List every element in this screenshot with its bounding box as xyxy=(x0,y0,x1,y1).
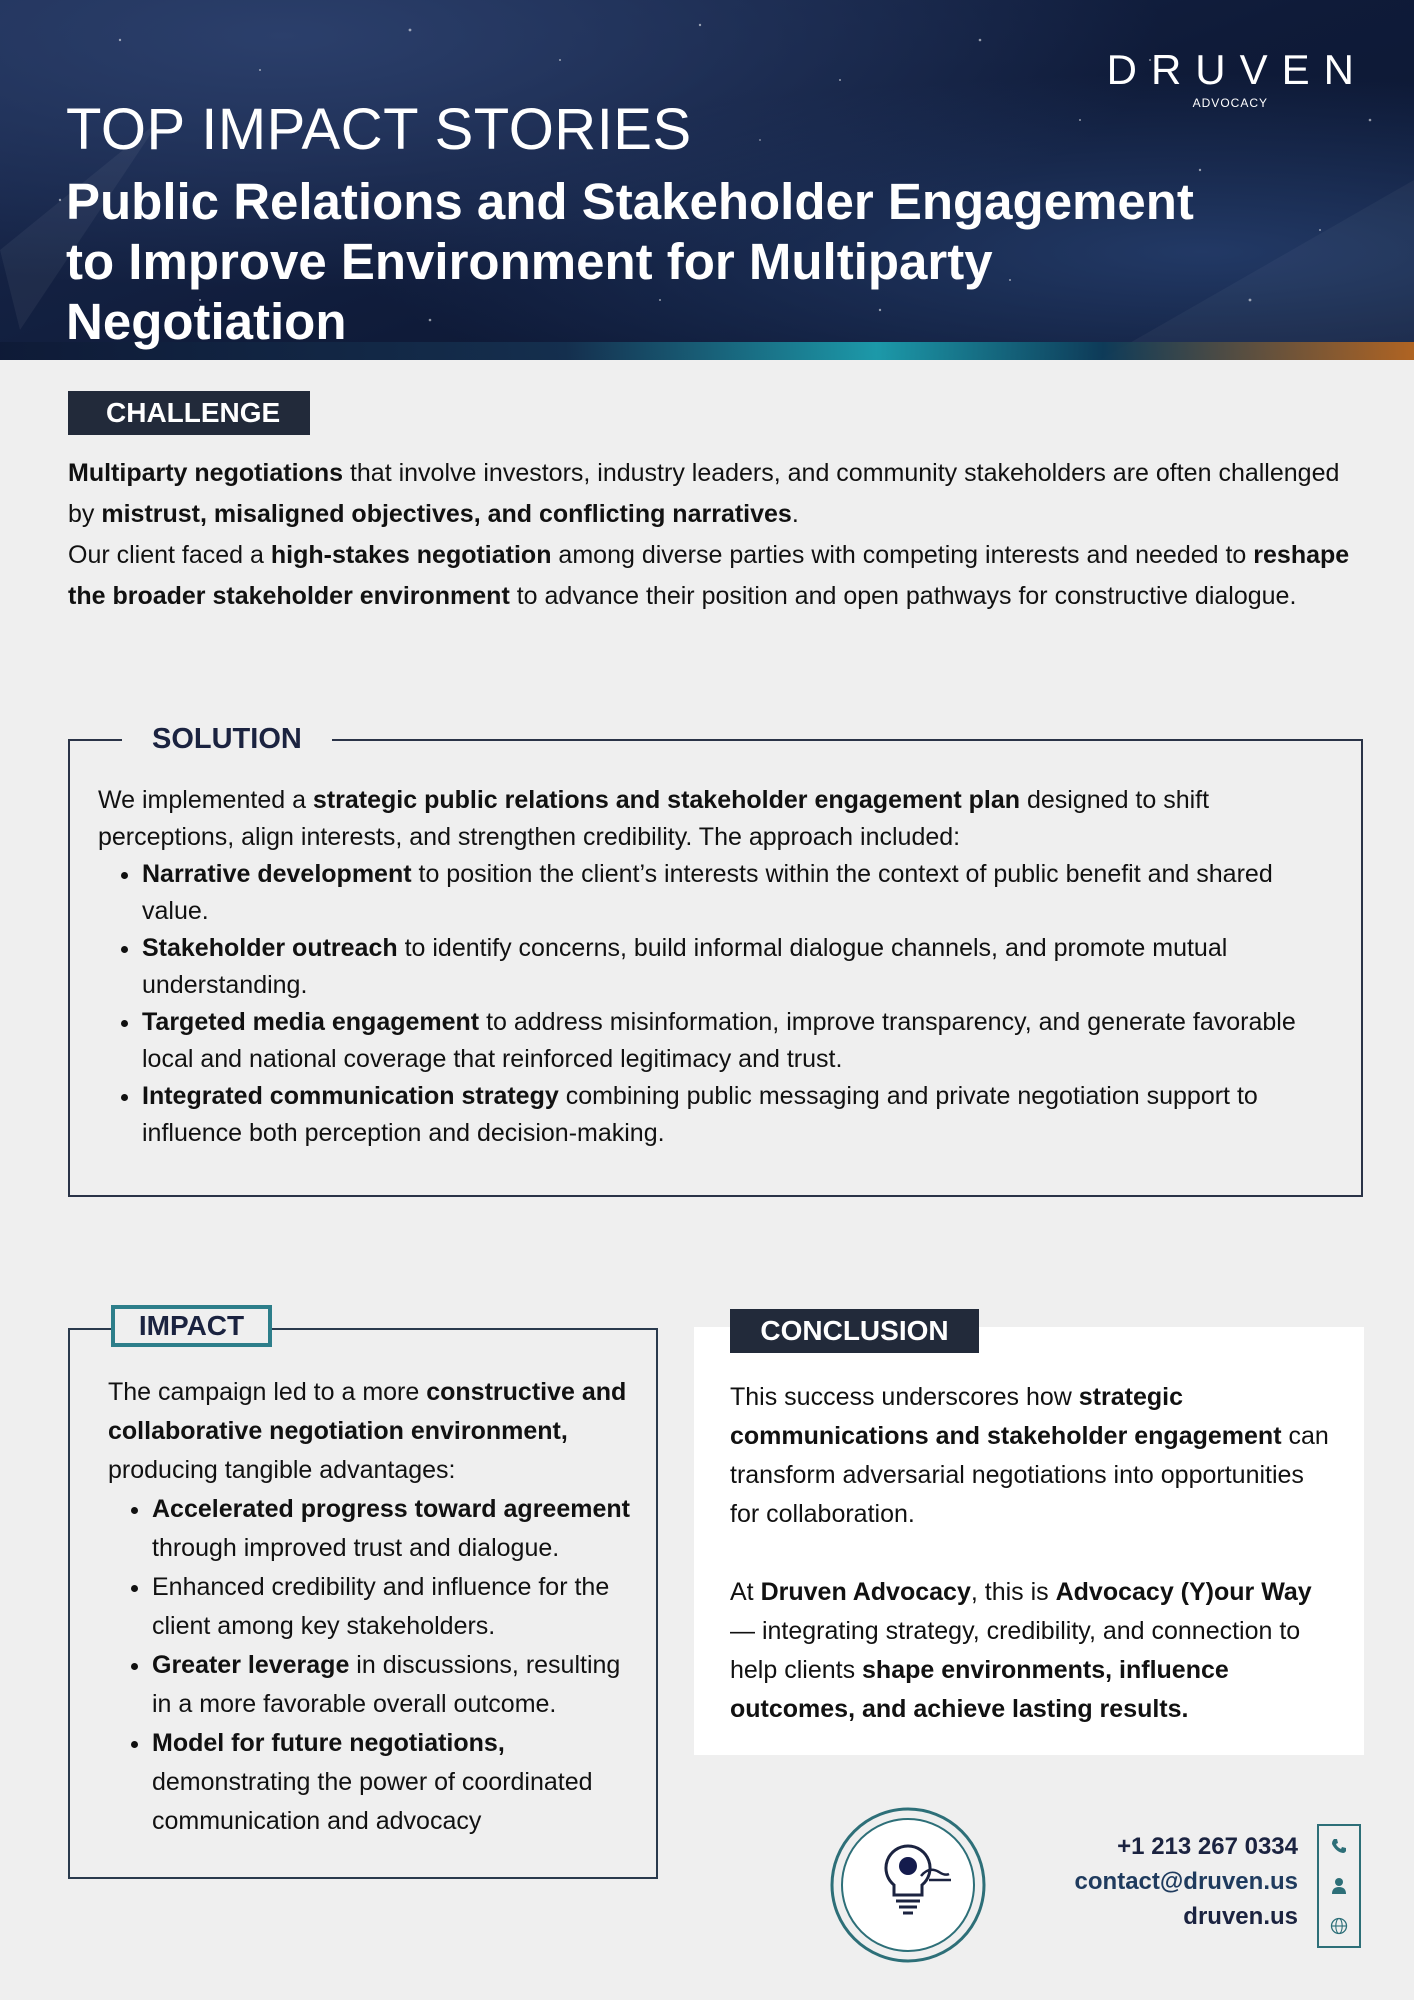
lightbulb-emblem-icon xyxy=(829,1806,987,1964)
list-item: • Targeted media engagement to address misinformation, improve transparency, and generate favorable local and national coverage that reinforced legitimacy and trust. xyxy=(142,1004,1338,1078)
brand-name: DRUVEN xyxy=(1106,46,1368,93)
solution-text xyxy=(98,782,1338,1152)
phone-icon xyxy=(1330,1837,1348,1855)
list-item: • Greater leverage in discussions, resulting in a more favorable overall outcome. xyxy=(152,1646,638,1724)
list-item: • Model for future negotiations, demonstrating the power of coordinated communication and advocacy xyxy=(152,1724,638,1841)
person-icon xyxy=(1330,1877,1348,1895)
solution-list xyxy=(98,856,1338,1152)
impact-text xyxy=(108,1373,638,1841)
solution-heading: SOLUTION xyxy=(122,718,332,760)
hero-banner xyxy=(0,0,1414,360)
list-item: • Accelerated progress toward agreement through improved trust and dialogue. xyxy=(152,1490,638,1568)
page-title: Public Relations and Stakeholder Engagement to Improve Environment for Multiparty Negotiation xyxy=(66,173,1194,350)
contact-email[interactable]: contact@druven.us xyxy=(1074,1868,1298,1895)
brand-subtitle: ADVOCACY xyxy=(1192,96,1268,110)
list-item: • Stakeholder outreach to identify concerns, build informal dialogue channels, and promote mutual understanding. xyxy=(142,930,1338,1004)
impact-intro: The campaign led to a more constructive and collaborative negotiation environment, producing tangible advantages: xyxy=(108,1378,627,1484)
contact-icons xyxy=(1317,1824,1361,1948)
conclusion-heading: CONCLUSION xyxy=(730,1309,979,1353)
impact-heading: IMPACT xyxy=(111,1305,272,1347)
conclusion-paragraph-2: At Druven Advocacy, this is Advocacy (Y)our Way — integrating strategy, credibility, and connection to help clients shape environments, influence outcomes, and achieve lasting results. xyxy=(730,1578,1312,1723)
challenge-paragraph-2: Our client faced a high-stakes negotiation among diverse parties with competing interests and needed to reshape the broader stakeholder environment to advance their position and open pathways for constructive dialogue. xyxy=(68,541,1350,610)
conclusion-text xyxy=(730,1378,1340,1729)
contact-phone[interactable]: +1 213 267 0334 xyxy=(1117,1833,1298,1860)
list-item: • Integrated communication strategy combining public messaging and private negotiation support to influence both perception and decision-making. xyxy=(142,1078,1338,1152)
list-item: • Enhanced credibility and influence for the client among key stakeholders. xyxy=(152,1568,638,1646)
list-item: • Narrative development to position the client’s interests within the context of public benefit and shared value. xyxy=(142,856,1338,930)
page-kicker: TOP IMPACT STORIES xyxy=(66,97,692,162)
solution-intro: We implemented a strategic public relations and stakeholder engagement plan designed to shift perceptions, align interests, and strengthen credibility. The approach included: xyxy=(98,786,1210,851)
contact-website[interactable]: druven.us xyxy=(1183,1903,1298,1930)
contact-block xyxy=(1075,1829,1298,1934)
challenge-paragraph-1: Multiparty negotiations that involve investors, industry leaders, and community stakeholders are often challenged by mistrust, misaligned objectives, and conflicting narratives. xyxy=(68,459,1340,528)
challenge-heading: CHALLENGE xyxy=(68,391,310,435)
challenge-text xyxy=(68,453,1368,617)
globe-icon xyxy=(1330,1917,1348,1935)
brand-logo xyxy=(1106,46,1368,110)
impact-list xyxy=(108,1490,638,1841)
conclusion-paragraph-1: This success underscores how strategic communications and stakeholder engagement can transform adversarial negotiations into opportunities for collaboration. xyxy=(730,1383,1329,1528)
